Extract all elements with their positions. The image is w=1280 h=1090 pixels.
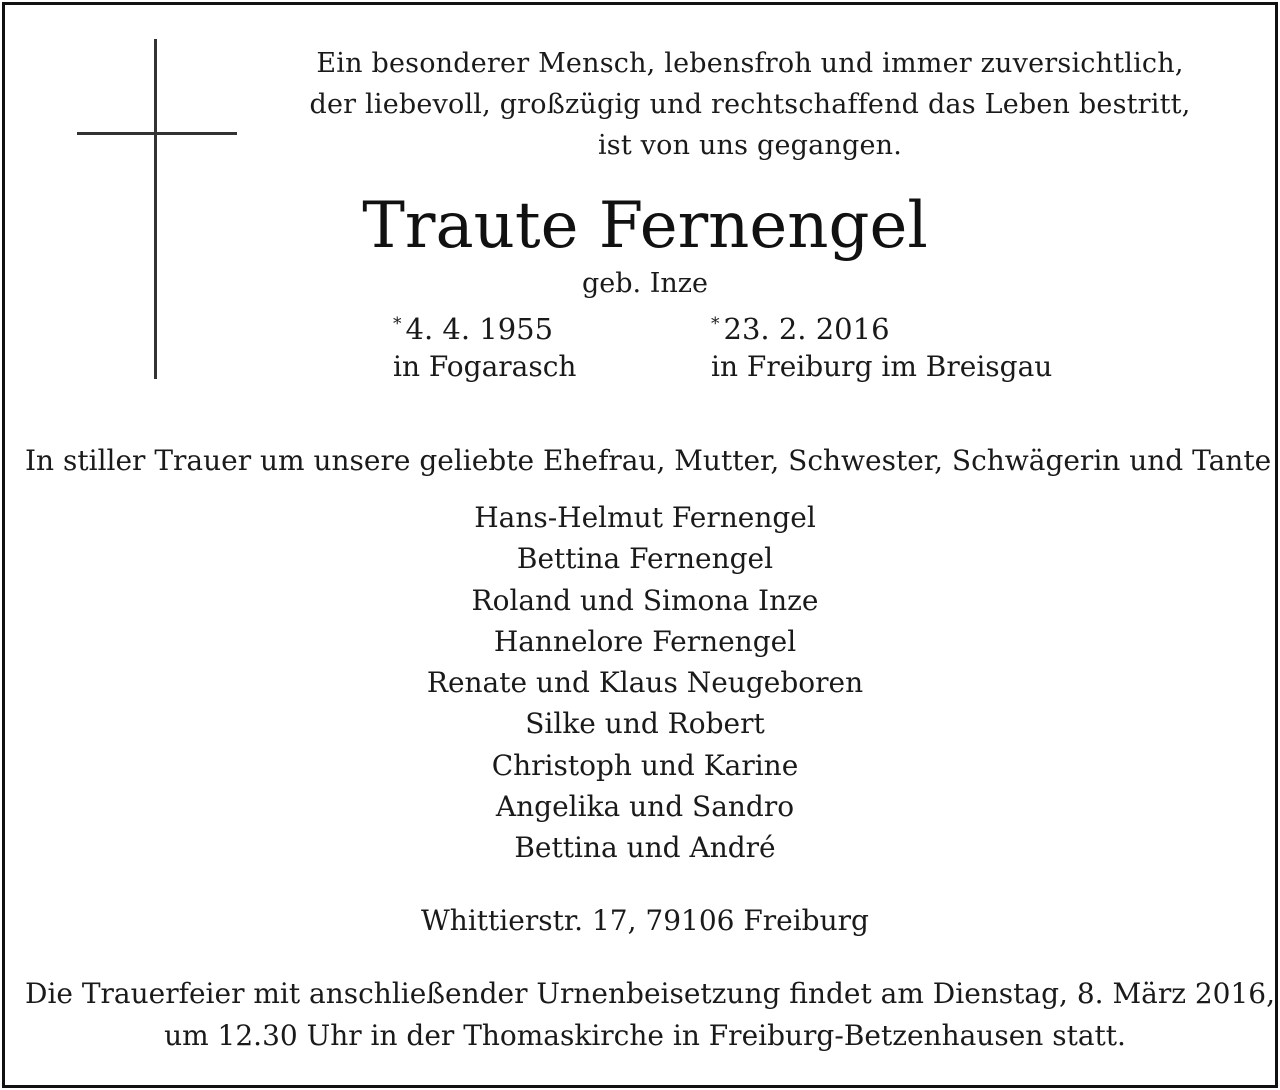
birth-symbol: * <box>393 314 402 334</box>
intro-line-2: der liebevoll, großzügig und rechtschaffend das Leben bestritt, <box>309 89 1191 120</box>
funeral-details <box>25 973 1276 1057</box>
birth-place: in Fogarasch <box>393 350 577 383</box>
cross-horizontal-bar <box>77 132 237 135</box>
family-address: Whittierstr. 17, 79106 Freiburg <box>421 904 869 937</box>
mourner-item: Silke und Robert <box>525 707 765 741</box>
mourner-item: Hans-Helmut Fernengel <box>474 501 816 534</box>
intro-line-1: Ein besonderer Mensch, lebensfroh und immer zuversichtlich, <box>316 48 1184 79</box>
intro-line-3: ist von uns gegangen. <box>597 130 903 161</box>
birth-date: 4. 4. 1955 <box>405 312 554 346</box>
deceased-name: Traute Fernengel <box>362 189 928 263</box>
mourner-item: Angelika und Sandro <box>495 790 795 824</box>
birth-info <box>393 305 576 386</box>
cross-vertical-bar <box>154 39 157 379</box>
death-symbol: * <box>711 314 720 334</box>
mourner-item: Bettina und André <box>514 831 776 865</box>
obituary-notice <box>2 2 1278 1088</box>
cross-icon <box>77 39 237 381</box>
mourners-list <box>345 497 945 869</box>
mourner-item: Bettina Fernengel <box>516 542 774 576</box>
funeral-line-2: um 12.30 Uhr in der Thomaskirche in Freiburg-Betzenhausen statt. <box>164 1019 1126 1052</box>
death-info <box>711 305 1052 386</box>
death-place: in Freiburg im Breisgau <box>711 350 1053 383</box>
death-date: 23. 2. 2016 <box>723 312 890 346</box>
intro-text <box>305 43 1195 166</box>
maiden-name: geb. Inze <box>582 268 708 299</box>
mourner-item: Renate und Klaus Neugeboren <box>426 666 864 700</box>
funeral-line-1: Die Trauerfeier mit anschließender Urnenbeisetzung findet am Dienstag, 8. März 2016, <box>25 977 1276 1010</box>
mourner-item: Hannelore Fernengel <box>493 624 797 658</box>
mourning-line: In stiller Trauer um unsere geliebte Ehefrau, Mutter, Schwester, Schwägerin und Tante <box>25 444 1272 477</box>
mourner-item: Christoph und Karine <box>491 748 799 782</box>
mourner-item: Roland und Simona Inze <box>471 583 819 617</box>
